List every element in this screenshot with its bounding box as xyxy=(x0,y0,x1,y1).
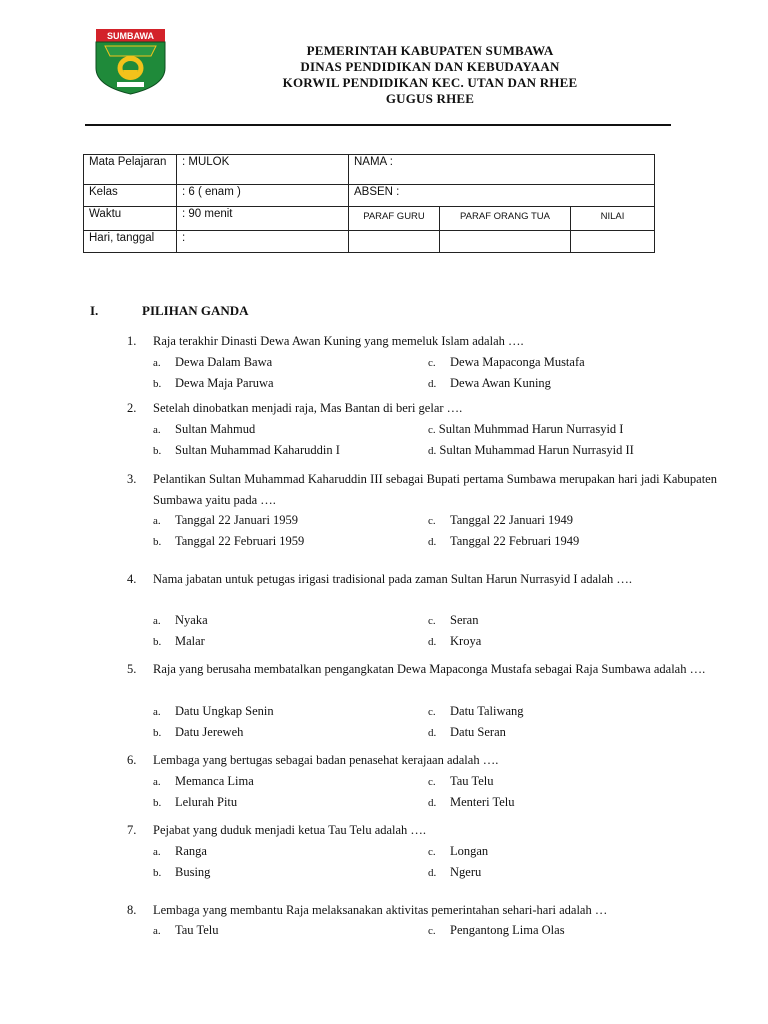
paraf-orang-tua-header: PARAF ORANG TUA xyxy=(440,207,571,231)
emblem-text: SUMBAWA xyxy=(107,31,154,41)
question-number: 7. xyxy=(127,823,137,837)
option-a[interactable]: a. Tanggal 22 Januari 1959 xyxy=(153,513,299,527)
question-number: 2. xyxy=(127,401,137,415)
option-d[interactable]: d. Tanggal 22 Februari 1949 xyxy=(428,534,580,548)
option-a[interactable]: a. Tau Telu xyxy=(153,923,219,937)
sumbawa-emblem-logo xyxy=(93,26,168,96)
option-b[interactable]: b. Malar xyxy=(153,634,205,648)
option-c[interactable]: c. Longan xyxy=(428,844,489,858)
option-c[interactable]: c. Datu Taliwang xyxy=(428,704,524,718)
section-label: PILIHAN GANDA xyxy=(142,303,249,318)
option-c[interactable]: c. Tanggal 22 Januari 1949 xyxy=(428,513,574,527)
question-number: 8. xyxy=(127,903,137,917)
mata-pelajaran-label: Mata Pelajaran xyxy=(84,155,177,185)
question-number: 3. xyxy=(127,472,137,486)
option-a[interactable]: a. Dewa Dalam Bawa xyxy=(153,355,273,369)
nama-field[interactable]: NAMA : xyxy=(349,155,655,185)
question-text: Raja terakhir Dinasti Dewa Awan Kuning yang memeluk Islam adalah …. xyxy=(153,334,524,348)
question-6 xyxy=(127,750,717,771)
question-1 xyxy=(127,331,717,352)
option-d[interactable]: d. Kroya xyxy=(428,634,482,648)
option-a[interactable]: a. Memanca Lima xyxy=(153,774,254,788)
hari-tanggal-value[interactable]: : xyxy=(177,231,349,253)
nilai-header: NILAI xyxy=(571,207,655,231)
option-c[interactable]: c. Sultan Muhmmad Harun Nurrasyid I xyxy=(428,422,624,436)
question-number: 6. xyxy=(127,753,137,767)
option-c[interactable]: c. Dewa Mapaconga Mustafa xyxy=(428,355,585,369)
hari-tanggal-label: Hari, tanggal xyxy=(84,231,177,253)
header-line-4: GUGUS RHEE xyxy=(385,91,475,106)
question-8 xyxy=(127,900,717,921)
paraf-orang-tua-cell[interactable] xyxy=(440,231,571,253)
nilai-cell[interactable] xyxy=(571,231,655,253)
section-title xyxy=(90,303,249,319)
waktu-label: Waktu xyxy=(84,207,177,231)
option-a[interactable]: a. Datu Ungkap Senin xyxy=(153,704,274,718)
question-4 xyxy=(127,569,717,590)
question-5 xyxy=(127,659,717,680)
kelas-value: : 6 ( enam ) xyxy=(177,185,349,207)
option-b[interactable]: b. Datu Jereweh xyxy=(153,725,244,739)
option-d[interactable]: d. Menteri Telu xyxy=(428,795,515,809)
paraf-guru-cell[interactable] xyxy=(349,231,440,253)
question-number: 1. xyxy=(127,334,137,348)
option-b[interactable]: b. Tanggal 22 Februari 1959 xyxy=(153,534,305,548)
option-b[interactable]: b. Sultan Muhammad Kaharuddin I xyxy=(153,443,340,457)
question-text: Lembaga yang membantu Raja melaksanakan aktivitas pemerintahan sehari-hari adalah … xyxy=(153,903,608,917)
option-b[interactable]: b. Lelurah Pitu xyxy=(153,795,238,809)
option-c[interactable]: c. Seran xyxy=(428,613,479,627)
question-3 xyxy=(127,469,717,511)
paraf-guru-header: PARAF GURU xyxy=(349,207,440,231)
question-2 xyxy=(127,398,717,419)
option-b[interactable]: b. Dewa Maja Paruwa xyxy=(153,376,274,390)
option-b[interactable]: b. Busing xyxy=(153,865,211,879)
question-text: Nama jabatan untuk petugas irigasi tradisional pada zaman Sultan Harun Nurrasyid I adalah …. xyxy=(153,572,633,586)
option-d[interactable]: d. Sultan Muhammad Harun Nurrasyid II xyxy=(428,443,634,457)
option-a[interactable]: a. Nyaka xyxy=(153,613,208,627)
question-text: Lembaga yang bertugas sebagai badan penasehat kerajaan adalah …. xyxy=(153,753,499,767)
mata-pelajaran-value: : MULOK xyxy=(177,155,349,185)
student-info-table xyxy=(83,154,655,253)
option-a[interactable]: a. Ranga xyxy=(153,844,207,858)
kelas-label: Kelas xyxy=(84,185,177,207)
header-line-3: KORWIL PENDIDIKAN KEC. UTAN DAN RHEE xyxy=(282,75,578,90)
option-d[interactable]: d. Dewa Awan Kuning xyxy=(428,376,551,390)
question-text: Setelah dinobatkan menjadi raja, Mas Bantan di beri gelar …. xyxy=(153,401,463,415)
header-line-2: DINAS PENDIDIKAN DAN KEBUDAYAAN xyxy=(300,59,560,74)
option-d[interactable]: d. Datu Seran xyxy=(428,725,506,739)
header-divider xyxy=(85,124,671,126)
question-number: 5. xyxy=(127,662,137,676)
question-text: Pejabat yang duduk menjadi ketua Tau Telu adalah …. xyxy=(153,823,427,837)
option-c[interactable]: c. Tau Telu xyxy=(428,774,494,788)
question-7 xyxy=(127,820,717,841)
header-line-1: PEMERINTAH KABUPATEN SUMBAWA xyxy=(306,43,554,58)
option-c[interactable]: c. Pengantong Lima Olas xyxy=(428,923,565,937)
option-d[interactable]: d. Ngeru xyxy=(428,865,482,879)
section-number: I. xyxy=(90,303,99,318)
option-a[interactable]: a. Sultan Mahmud xyxy=(153,422,256,436)
question-text: Pelantikan Sultan Muhammad Kaharuddin III sebagai Bupati pertama Sumbawa merupakan hari jadi Kabupaten Sumbawa yaitu pada …. xyxy=(153,472,717,507)
waktu-value: : 90 menit xyxy=(177,207,349,231)
question-text: Raja yang berusaha membatalkan pengangkatan Dewa Mapaconga Mustafa sebagai Raja Sumbawa adalah …. xyxy=(153,662,706,676)
question-number: 4. xyxy=(127,572,137,586)
absen-field[interactable]: ABSEN : xyxy=(349,185,655,207)
